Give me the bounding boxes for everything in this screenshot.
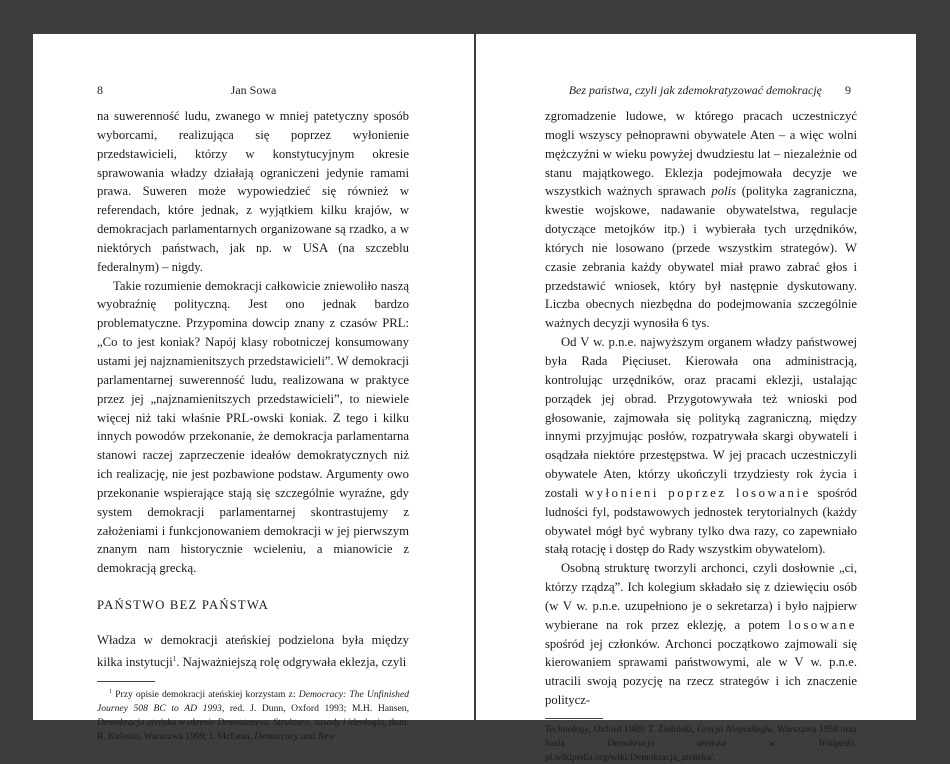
footnote-title: Demokracja ateńska w okresie Demostenesa. Struktura, zasady i ideologia [97,716,385,728]
footnote-mark: 1 [109,689,112,696]
spaced-emphasis: losowane [788,617,857,632]
footnote-continued [545,723,857,764]
footnote-title: Democracy and New [254,730,335,742]
footnote-title: Democracy: The Unfinished Journey 508 BC to AD 1993 [97,689,409,714]
paragraph-text: zgromadzenie ludowe, w którego pracach uczestniczyć mogli wszyscy pełnoprawni obywatele Aten – a więc wolni mężczyźni w wieku powyżej dwudziestu lat – niezależnie od stanu majątkowego. Eklezja podejmowała decyzje we wszystkich ważnych sprawach [545,109,857,199]
paragraph: Takie rozumienie demokracji całkowicie zniewoliło naszą wyobraźnię polityczną. Jest ono jednak bardzo problematyczne. Przypomina dowcip znany z czasów PRL: „Co to jest koniak? Napój klasy robotniczej konsumowany ustami jej najznamienitszych przedstawicieli”. W demokracji parlamentarnej suwerenność ludu, realizowana w praktyce przez jej „najznamienitszych przedstawicieli”, to niewiele więcej niż taki właśnie PRL-owski koniak. Z tego i kilku innych powodów przekonanie, że demokracja parlamentarna stanowi raczej zaprzeczenie ideałów demokratycznych niż ich realizację, nie jest pozbawione podstaw. Argumenty owo przekonanie wspierające stają się szczególnie wyraźne, gdy system demokracji parlamentarnej skontrastujemy z założeniami i funkcjonowaniem demokracji w jej pierwszym znanym nam historycznie wcieleniu, a mianowicie z demokracją grecką. [97,278,409,576]
paragraph-text: Od V w. p.n.e. najwyższym organem władzy państwowej była Rada Pięciuset. Kierowała ona administracją, kontrolując urzędników, oraz pracami eklezji, ustalając porządek jej obrad. Przygotowywała też wnioski pod głosowanie, zajmowała się polityką zagraniczną, między innymi przyjmując posłów, rozpatrywała skargi obywateli i osądzała niektóre przestępstwa. W jej pracach uczestniczyli obywatele Aten, którzy ukończyli trzydziesty rok życia i zostali [545,335,857,500]
footnote-text: w [726,737,819,749]
left-body-text [97,107,409,743]
paragraph-text: (polityka zagraniczna, kwestie wojskowe, nadawanie obywatelstwa, regulacje dotyczące metojków itp.) i wybierała tych urzędników, których nie losowano (przede wszystkim strategów). W czasie zebrania każdy obywatel miał prawo zabrać głos i przedstawić wniosek, który był następnie dyskutowany. Liczba obecnych niezbędna do podejmowania szczególnie ważnych decyzji wynosiła 6 tys. [545,184,857,331]
footnote-title: Grecja Niepodległa [696,724,773,735]
footnote-text: , red. J. Dunn, Oxford 1993; M.H. Hansen, [221,703,409,714]
section-heading: PAŃSTWO BEZ PAŃSTWA [97,598,270,613]
spaced-emphasis: wyłonieni poprzez losowanie [584,485,811,500]
footnote-text: Przy opisie demokracji ateńskiej korzystam z: [112,689,299,701]
right-body-text [545,107,857,764]
paragraph-text: spośród jej członków. Archonci początkowo zajmowali się kierowaniem sprawami państwowymi, ale w V w. p.n.e. utracili swoją pozycję na rzecz strategów i ich znaczenie politycz- [545,636,857,708]
paragraph-text: spośród ludności fyl, podstawowych jednostek terytorialnych (każdy obywatel mógł być wybrany tylko dwa razy, co zapewniało stałą rotację i dostęp do Rady wszystkim obywatelom). [545,485,857,557]
left-page [33,34,474,742]
page-number: 9 [845,83,851,97]
footnote-text: , Warszawa 1958 oraz hasła [545,724,857,749]
paragraph [545,559,857,710]
footnote-rule [97,681,155,682]
paragraph [97,631,409,672]
paragraph: na suwerenność ludu, zwanego w mniej patetyczny sposób wyborcami, realizująca się poprzez wyłonienie przedstawicieli, którzy w konstytucyjnym okresie sprawowania władzy działają ograniczeni jedynie ramami prawa. Suweren może wypowiedzieć się również w referendach, które jednak, z wyjątkiem kilku krajów, w demokracjach parlamentarnych organizowane są rzadko, a w niektórych państwach, jak np. w USA (na szczeblu federalnym) – nigdy. [97,109,409,274]
footnote-title: Wikipedii [818,737,855,749]
footnote-text: , pl.wikipedia.org/wiki/Demokracja_ateńska/. [545,737,857,763]
paragraph-text: . Najważniejszą rolę odgrywała eklezja, czyli [176,655,407,670]
paragraph [545,333,857,559]
footnote-reference: 1 [172,654,177,663]
footnote-rule [545,718,603,719]
right-page [476,34,916,763]
emphasis: polis [711,184,737,199]
footnote-title: Demokracja ateńska [607,737,727,749]
footnote-text: , tłum. R. Kulesza, Warszawa 1999; I. McLean, [97,716,409,742]
footnote [97,686,409,743]
footnote-text: , Oxford 1989; T. Zieliński, [588,724,697,735]
paragraph [545,107,857,333]
footnote-title: Technology [545,724,589,735]
page-number: 8 [97,83,103,97]
paragraph-text: Osobną strukturę tworzyli archonci, czyli dosłownie „ci, którzy rządzą”. Ich kolegium składało się z dziewięciu osób (w V w. p.n.e. uzupełniono je o sekretarza) i było najpierw wybierane na rok przez eklezję, a potem [545,561,857,632]
running-head-author: Jan Sowa [230,83,277,97]
paragraph-text: Władza w demokracji ateńskiej podzielona była między kilka instytucji [97,633,409,670]
running-head-title: Bez państwa, czyli jak zdemokratyzować demokrację [568,83,822,97]
